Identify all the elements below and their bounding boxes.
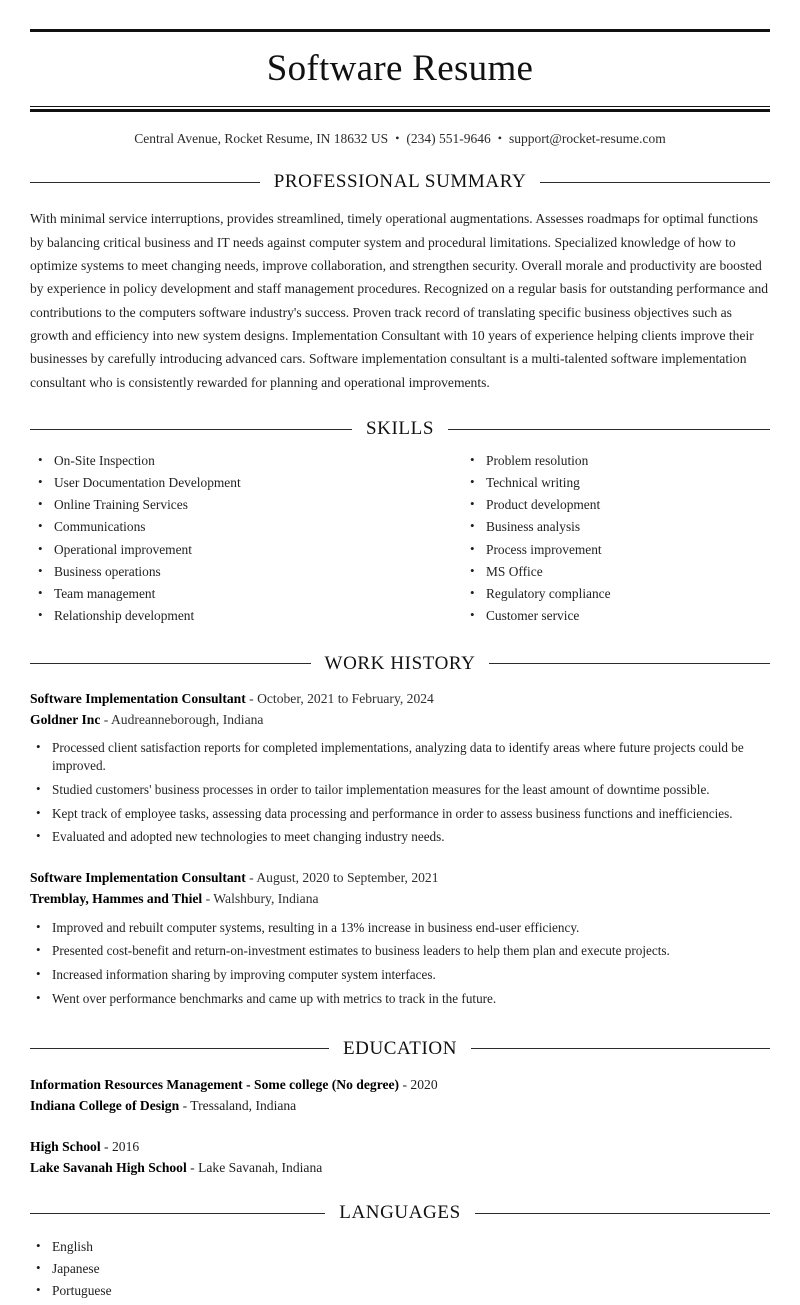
list-item: • Improved and rebuilt computer systems, resulting in a 13% increase in business end-user efficiency. [30,919,770,943]
contact-separator-1: • [395,130,400,145]
job-bullet-list [30,919,770,1014]
list-item: • Presented cost-benefit and return-on-investment estimates to business leaders to help them plan and execute projects. [30,942,770,966]
section-title-summary: PROFESSIONAL SUMMARY [273,171,527,193]
education-location: Lake Savanah, Indiana [198,1159,323,1175]
list-item: • MS Office [464,563,770,585]
list-item: • Japanese [30,1260,770,1282]
list-item: • English [30,1238,770,1260]
list-item: • Kept track of employee tasks, assessing data processing and performance in order to assess business functions and inefficiencies. [30,805,770,829]
education-program: High School [30,1138,101,1154]
heading-rule-right [475,1213,770,1214]
job-title: Software Implementation Consultant [30,690,246,706]
skills-list-right [464,452,770,629]
list-item: • Business analysis [464,518,770,540]
job-title: Software Implementation Consultant [30,870,246,886]
skills-columns [30,452,770,629]
list-item: • Process improvement [464,541,770,563]
heading-rule-left [30,1213,325,1214]
contact-address: Central Avenue, Rocket Resume, IN 18632 US [134,130,389,146]
education-school: Indiana College of Design [30,1097,180,1113]
work-history-entry [30,868,770,1014]
list-item: • Portuguese [30,1282,770,1304]
job-company-line: Goldner Inc - Audreanneborough, Indiana [30,711,264,727]
heading-rule-left [30,182,260,183]
section-heading-summary [30,171,770,193]
education-program-line: High School - 2016 [30,1138,140,1154]
education-entry [30,1074,770,1116]
job-bullet-list [30,739,770,852]
education-year: 2016 [111,1138,140,1154]
section-title-skills: SKILLS [366,418,434,440]
education-year: 2020 [410,1076,438,1092]
job-title-line: Software Implementation Consultant - August, 2020 to September, 2021 [30,870,439,886]
skills-list-left [32,452,400,629]
list-item: • On-Site Inspection [32,452,400,474]
heading-rule-left [30,429,352,430]
resume-page [0,29,800,1299]
section-heading-languages [30,1202,770,1224]
summary-text: With minimal service interruptions, provides streamlined, timely operational augmentations. Assesses roadmaps for optimal functions by balancing critical business and IT needs against computer system and procedural limitations. Specialized knowledge of how to optimize systems to meet changing needs, improve collaboration, and strengthen security. Overall morale and productivity are boosted by experience in policy development and staff management procedures. Recognized on a regular basis for outstanding performance and contributions to the computers software industry's success. Proven track record of translating specific business objectives such as growth and efficiency into new system designs. Implementation Consultant with 10 years of experience helping clients improve their businesses by carefully introducing advanced cars. Software implementation consultant is a multi-talented software implementation consultant who is consistently rewarded for planning and operational improvements. [30,211,769,390]
list-item: • Studied customers' business processes in order to tailor implementation measures for the least amount of downtime possible. [30,781,770,805]
page-title: Software Resume [266,48,534,89]
job-location: Audreanneborough, Indiana [110,711,264,727]
heading-rule-right [448,429,770,430]
education-entry [30,1136,770,1178]
list-item: • Went over performance benchmarks and came up with metrics to track in the future. [30,990,770,1014]
education-spacer [30,1116,770,1136]
section-heading-work-history [30,653,770,675]
heading-rule-right [471,1048,770,1049]
section-title-languages: LANGUAGES [339,1202,461,1224]
education-school-line: Lake Savanah High School - Lake Savanah, Indiana [30,1159,323,1175]
list-item: • Product development [464,496,770,518]
list-item: • Evaluated and adopted new technologies to meet changing industry needs. [30,828,770,852]
job-title-line: Software Implementation Consultant - October, 2021 to February, 2024 [30,690,434,706]
job-company: Goldner Inc [30,711,101,727]
job-dates: October, 2021 to February, 2024 [257,690,434,706]
education-program: Information Resources Management - Some college (No degree) [30,1076,400,1092]
list-item: • Team management [32,585,400,607]
list-item: • User Documentation Development [32,474,400,496]
list-item: • Customer service [464,607,770,629]
job-dates: August, 2020 to September, 2021 [256,870,439,886]
work-history-entry [30,689,770,852]
section-title-work-history: WORK HISTORY [324,652,476,674]
education-school-line: Indiana College of Design - Tressaland, Indiana [30,1097,297,1113]
heading-rule-right [540,182,770,183]
job-company: Tremblay, Hammes and Thiel [30,890,203,906]
heading-rule-left [30,1048,329,1049]
list-item: • Regulatory compliance [464,585,770,607]
languages-list [30,1238,770,1305]
section-heading-education [30,1038,770,1060]
section-heading-skills [30,418,770,440]
skills-column-left [30,452,400,629]
heading-rule-right [489,663,770,664]
contact-separator-2: • [497,130,502,145]
list-item: • Problem resolution [464,452,770,474]
list-item: • Business operations [32,563,400,585]
job-location: Walshbury, Indiana [213,890,319,906]
skills-column-right [400,452,770,629]
list-item: • Operational improvement [32,541,400,563]
list-item: • Communications [32,518,400,540]
job-company-line: Tremblay, Hammes and Thiel - Walshbury, Indiana [30,890,319,906]
list-item: • Relationship development [32,607,400,629]
education-program-line: Information Resources Management - Some college (No degree) - 2020 [30,1076,438,1092]
contact-phone: (234) 551-9646 [406,130,491,146]
list-item: • Online Training Services [32,496,400,518]
section-title-education: EDUCATION [342,1037,458,1059]
contact-line [30,112,770,148]
contact-email[interactable]: support@rocket-resume.com [508,130,666,146]
list-item: • Technical writing [464,474,770,496]
heading-rule-left [30,663,311,664]
work-history-spacer [30,854,770,868]
list-item: • Increased information sharing by improving computer system interfaces. [30,966,770,990]
education-school: Lake Savanah High School [30,1159,187,1175]
education-location: Tressaland, Indiana [190,1097,297,1113]
list-item: • Processed client satisfaction reports for completed implementations, analyzing data to identify areas where future projects could be improved. [30,739,770,781]
